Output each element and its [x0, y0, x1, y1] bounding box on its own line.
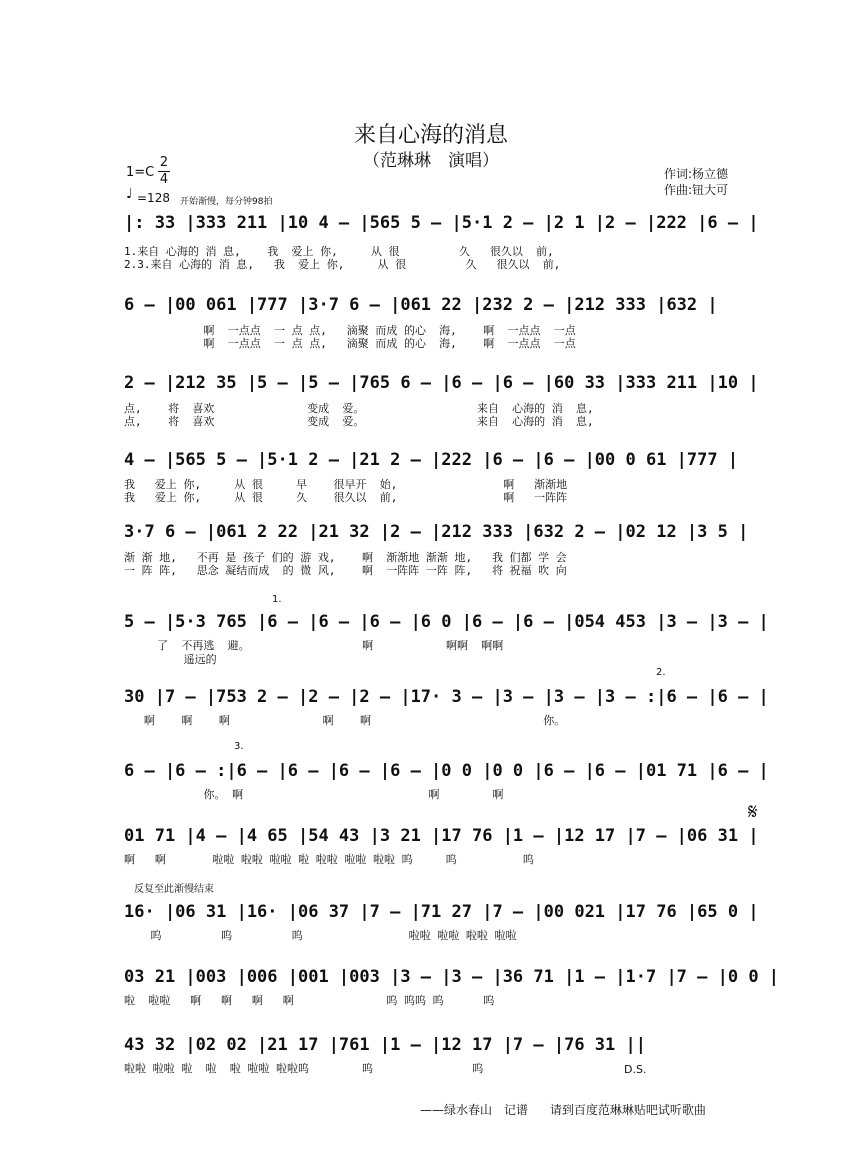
lyrics-verse-1: 你。 啊 啊 啊 — [124, 788, 504, 801]
notes-line: 6 — |00 061 |777 |3·7 6 — |061 22 |232 2 — |212 333 |632 | — [124, 295, 718, 315]
notes-line: 01 71 |4 — |4 65 |54 43 |3 21 |17 76 |1 — |12 17 |7 — |06 31 | — [124, 826, 759, 846]
footer-recorder: ——绿水春山 记谱 — [420, 1103, 529, 1117]
tempo-marking: =128 — [137, 191, 170, 205]
key-signature: 1=C — [126, 165, 155, 180]
notes-line: 30 |7 — |753 2 — |2 — |2 — |17· 3 — |3 — |3 — |3 — :|6 — |6 — | — [124, 687, 769, 707]
lyrics-verse-1: 啊 一点点 一 点 点, 滴聚 而成 的心 海, 啊 一点点 一点 — [124, 324, 576, 337]
lyrics-verse-1: 点, 将 喜欢 变成 爱。 来自 心海的 消 息, — [124, 402, 594, 415]
volta-2-label: 2. — [656, 667, 666, 678]
lyrics-verse-1: 啦啦 啦啦 啦 啦 啦 啦啦 啦啦呜 呜 呜 — [124, 1062, 484, 1075]
notes-line: |: 33 |333 211 |10 4 — |565 5 — |5·1 2 — |2 1 |2 — |222 |6 — | — [124, 213, 759, 233]
notes-line: 16· |06 31 |16· |06 37 |7 — |71 27 |7 — |00 021 |17 76 |65 0 | — [124, 902, 759, 922]
lyrics-verse-2: 一 阵 阵, 思念 凝结而成 的 微 风, 啊 一阵阵 一阵 阵, 将 祝福 吹 向 — [124, 564, 567, 577]
quarter-note-icon: ♩ — [126, 186, 133, 202]
notes-line: 43 32 |02 02 |21 17 |761 |1 — |12 17 |7 — |76 31 || — [124, 1035, 646, 1055]
lyrics-verse-1: 1.来自 心海的 消 息, 我 爱上 你, 从 很 久 很久以 前, — [124, 245, 554, 258]
segno-icon: 𝄋 — [748, 800, 758, 825]
lyrics-verse-1: 啊 啊 啦啦 啦啦 啦啦 啦 啦啦 啦啦 啦啦 呜 呜 呜 — [124, 853, 534, 866]
notes-line: 3·7 6 — |061 2 22 |21 32 |2 — |212 333 |632 2 — |02 12 |3 5 | — [124, 522, 749, 542]
credits — [664, 166, 728, 198]
lyrics-verse-1: 啦 啦啦 啊 啊 啊 啊 呜 呜呜 呜 呜 — [124, 994, 495, 1007]
volta-1-label: 1. — [272, 594, 282, 605]
lyrics-verse-2: 遥远的 — [124, 653, 217, 666]
lyrics-verse-1: 了 不再逃 避。 啊 啊啊 啊啊 — [124, 639, 504, 652]
song-subtitle: （范琳琳 演唱） — [363, 151, 499, 171]
lyrics-verse-1: 啊 啊 啊 啊 啊 你。 — [124, 714, 566, 727]
lyrics-verse-2: 2.3.来自 心海的 消 息, 我 爱上 你, 从 很 久 很久以 前, — [124, 258, 561, 271]
time-signature — [158, 156, 170, 187]
lyrics-verse-1: 我 爱上 你, 从 很 早 很早开 始, 啊 渐渐地 — [124, 478, 568, 491]
lyrics-verse-2: 我 爱上 你, 从 很 久 很久以 前, 啊 一阵阵 — [124, 491, 568, 504]
footer — [420, 1101, 724, 1118]
notes-line: 5 — |5·3 765 |6 — |6 — |6 — |6 0 |6 — |6 — |054 453 |3 — |3 — | — [124, 612, 769, 632]
tempo-instruction: 开始渐慢，每分钟98拍 — [180, 197, 273, 207]
notes-line: 2 — |212 35 |5 — |5 — |765 6 — |6 — |6 — |60 33 |333 211 |10 | — [124, 373, 759, 393]
song-title: 来自心海的消息 — [353, 123, 508, 148]
volta-3-label: 3. — [234, 741, 244, 752]
notes-line: 4 — |565 5 — |5·1 2 — |21 2 — |222 |6 — |6 — |00 0 61 |777 | — [124, 450, 739, 470]
notes-line: 03 21 |003 |006 |001 |003 |3 — |3 — |36 71 |1 — |1·7 |7 — |0 0 | — [124, 967, 780, 987]
composer: 作曲:钮大可 — [664, 183, 729, 197]
lyrics-verse-2: 啊 一点点 一 点 点, 滴聚 而成 的心 海, 啊 一点点 一点 — [124, 337, 576, 350]
time-signature-bottom: 4 — [159, 172, 169, 187]
lyrics-verse-1: 渐 渐 地, 不再 是 孩子 们的 游 戏, 啊 渐渐地 渐渐 地, 我 们都 学 会 — [124, 551, 567, 564]
dal-segno: D.S. — [624, 1063, 647, 1076]
lyrics-verse-2: 点, 将 喜欢 变成 爱。 来自 心海的 消 息, — [124, 415, 594, 428]
lyricist: 作词:杨立德 — [664, 167, 729, 181]
lyrics-verse-1: 呜 呜 呜 啦啦 啦啦 啦啦 啦啦 — [124, 929, 517, 942]
notes-line: 6 — |6 — :|6 — |6 — |6 — |6 — |0 0 |0 0 |6 — |6 — |01 71 |6 — | — [124, 761, 769, 781]
footer-note: 请到百度范琳琳贴吧试听歌曲 — [549, 1103, 706, 1117]
time-signature-top: 2 — [159, 155, 169, 170]
ending-instruction: 反复至此渐慢结束 — [134, 884, 214, 895]
